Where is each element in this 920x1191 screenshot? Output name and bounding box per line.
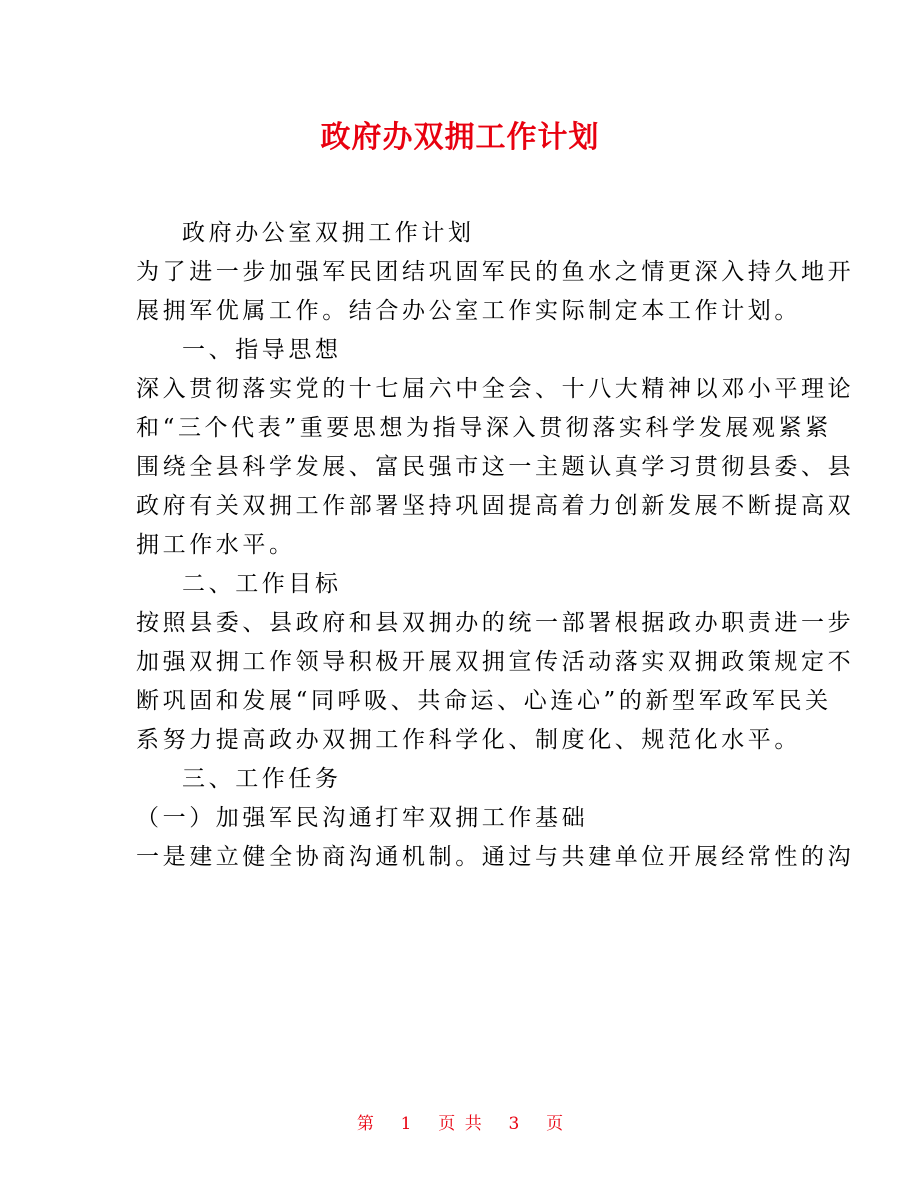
document-title: 政府办双拥工作计划 xyxy=(320,120,600,155)
body-line: 和“三个代表”重要思想为指导深入贯彻落实科学发展观紧紧 xyxy=(136,415,832,441)
section-heading: 一、指导思想 xyxy=(182,337,342,363)
body-line: 按照县委、县政府和县双拥办的统一部署根据政办职责进一步 xyxy=(136,610,855,636)
subsection-heading: （一）加强军民沟通打牢双拥工作基础 xyxy=(136,805,589,831)
body-line: 深入贯彻落实党的十七届六中全会、十八大精神以邓小平理论 xyxy=(136,376,855,402)
body-line: 围绕全县科学发展、富民强市这一主题认真学习贯彻县委、县 xyxy=(136,454,855,480)
total-pages-number: 3 xyxy=(508,1114,520,1134)
page-label-suffix: 页 xyxy=(546,1114,564,1134)
body-line: 断巩固和发展“同呼吸、共命运、心连心”的新型军政军民关 xyxy=(136,688,832,714)
section-heading: 二、工作目标 xyxy=(182,571,342,597)
body-line: 一是建立健全协商沟通机制。通过与共建单位开展经常性的沟 xyxy=(136,844,855,870)
page-label-middle: 页 共 xyxy=(438,1114,482,1134)
body-line: 加强双拥工作领导积极开展双拥宣传活动落实双拥政策规定不 xyxy=(136,649,855,675)
body-line: 政府办公室双拥工作计划 xyxy=(182,220,475,246)
body-line: 系努力提高政办双拥工作科学化、制度化、规范化水平。 xyxy=(136,727,801,753)
body-line: 为了进一步加强军民团结巩固军民的鱼水之情更深入持久地开 xyxy=(136,259,855,285)
body-line: 政府有关双拥工作部署坚持巩固提高着力创新发展不断提高双 xyxy=(136,493,855,519)
page-footer xyxy=(0,1112,920,1136)
page-label-prefix: 第 xyxy=(356,1114,374,1134)
document-body xyxy=(136,214,855,877)
section-heading: 三、工作任务 xyxy=(182,766,342,792)
body-line: 拥工作水平。 xyxy=(136,532,296,558)
body-line: 展拥军优属工作。结合办公室工作实际制定本工作计划。 xyxy=(136,298,801,324)
current-page-number: 1 xyxy=(400,1114,412,1134)
